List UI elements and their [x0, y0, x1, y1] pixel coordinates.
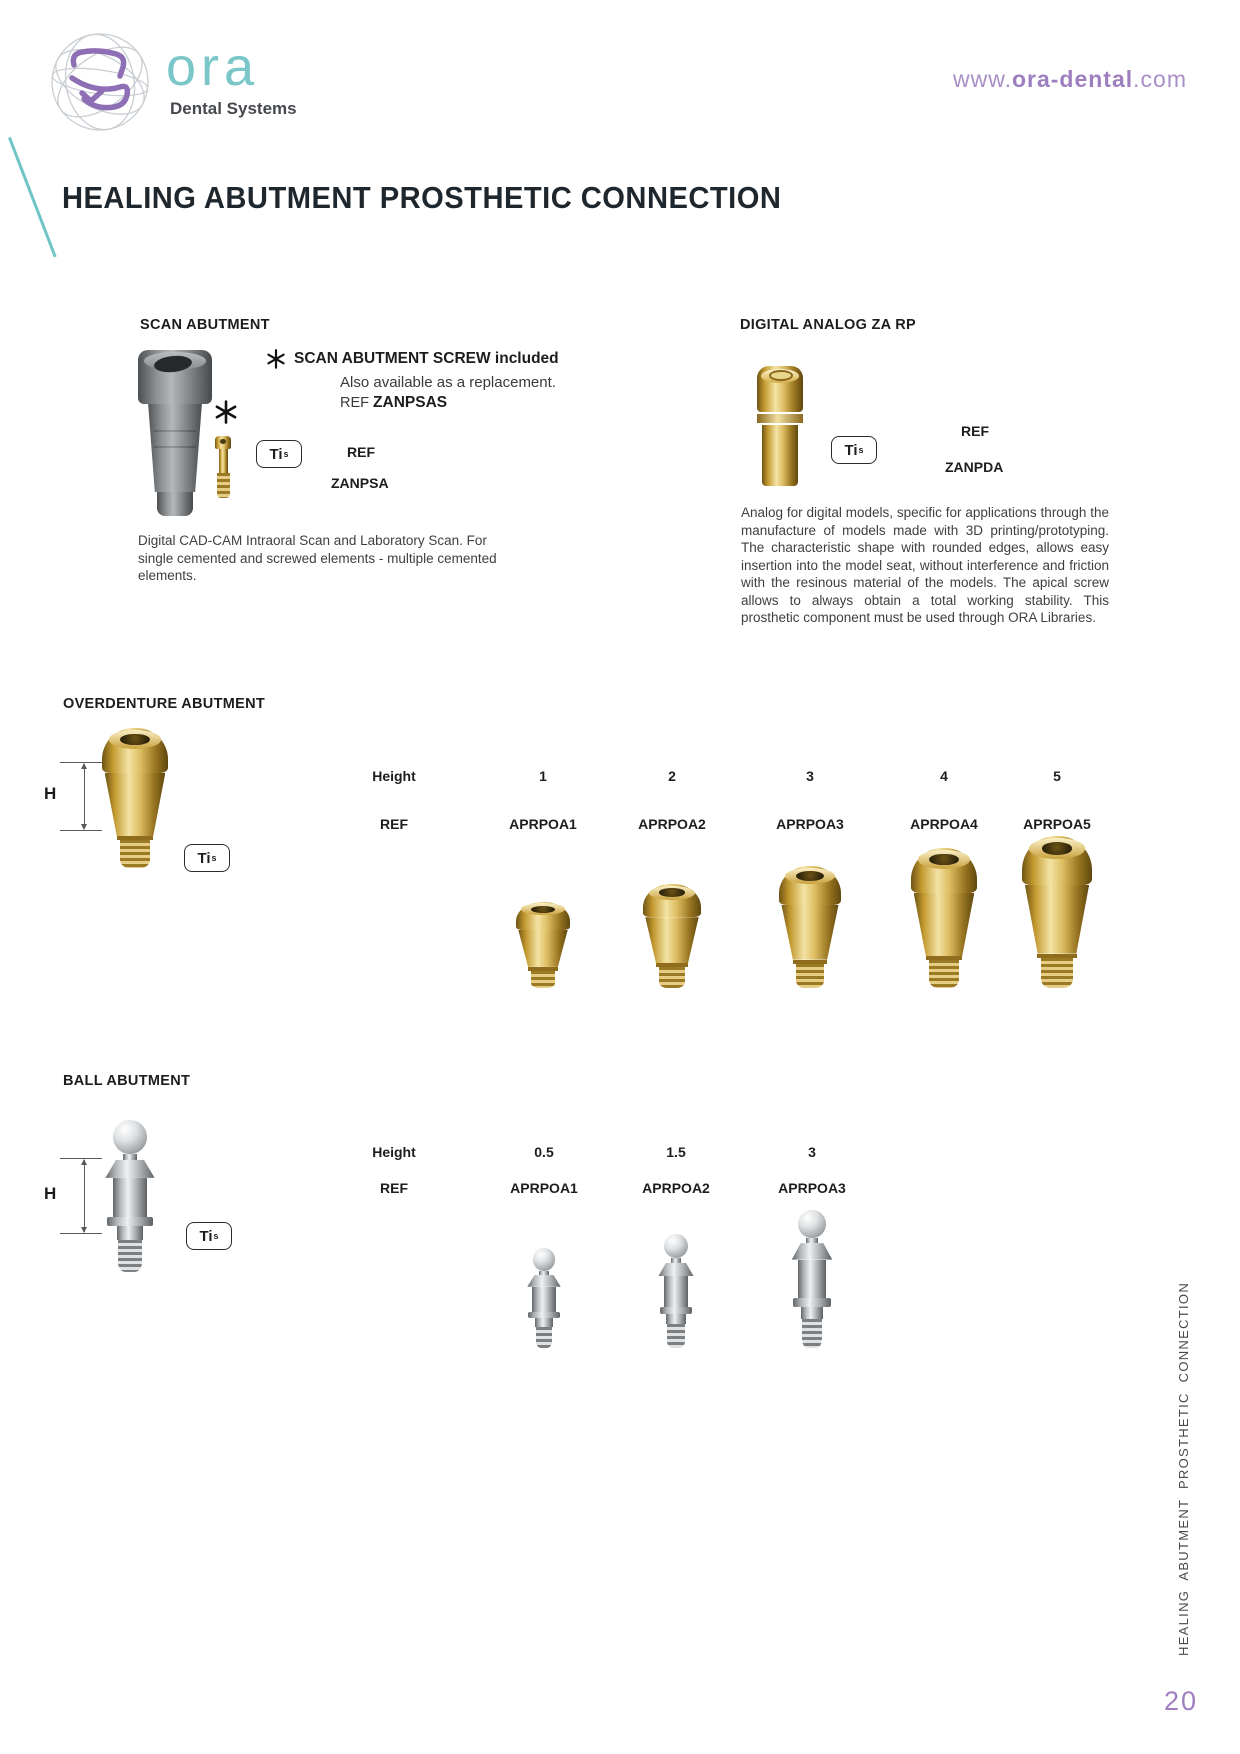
overdenture-ref-value: APRPOA2 — [638, 816, 706, 832]
overdenture-height-value: 5 — [1053, 768, 1061, 784]
ball-height-value: 1.5 — [666, 1144, 686, 1160]
scan-abutment-description: Digital CAD-CAM Intraoral Scan and Laboratory Scan. For single cemented and screwed elements - multiple cemented elements. — [138, 533, 497, 583]
ti-badge-sub: s — [211, 853, 217, 863]
analog-ref-label: REF — [961, 423, 989, 439]
ti-badge-label: Ti — [269, 445, 283, 463]
overdenture-ref-value: APRPOA1 — [509, 816, 577, 832]
overdenture-h-label: H — [44, 784, 57, 803]
digital-analog-description: Analog for digital models, specific for applications through the manufacture of models made with 3D printing/prototyping. The characteristic shape with rounded edges, allows easy insertion into the model seat, without interference and friction with the resinous material of the models. The apical screw allows to always obtain a total working stability. This prosthetic component must be used through ORA Libraries. — [741, 505, 1109, 625]
ti-badge-sub: s — [283, 449, 289, 459]
ball-abutment-reference-image — [102, 1120, 158, 1272]
website-suffix: .com — [1133, 66, 1187, 92]
ball-abutment-image-h05 — [525, 1248, 563, 1348]
ti-badge-label: Ti — [844, 441, 858, 459]
logo-tagline: Dental Systems — [170, 99, 297, 118]
ti-badge-sub: s — [213, 1231, 219, 1241]
ball-ref-value: APRPOA2 — [642, 1180, 710, 1196]
overdenture-height-value: 3 — [806, 768, 814, 784]
overdenture-abutment-image-h4 — [911, 848, 977, 988]
note-ref-label: REF — [340, 395, 369, 411]
ball-abutment-image-h15 — [656, 1234, 696, 1348]
asterisk-icon — [266, 349, 286, 369]
ball-ref-value: APRPOA1 — [510, 1180, 578, 1196]
teal-slash-decoration — [8, 137, 57, 258]
digital-analog-image — [757, 366, 803, 486]
overdenture-abutment-image-h2 — [643, 884, 701, 988]
scan-screw-note-subtitle: Also available as a replacement. — [340, 374, 556, 391]
scan-abutment-heading: SCAN ABUTMENT — [140, 317, 270, 333]
scan-ref-value: ZANPSA — [331, 475, 389, 491]
overdenture-ref-value: APRPOA5 — [1023, 816, 1091, 832]
overdenture-abutment-image-h5 — [1022, 836, 1092, 988]
ti5-badge — [184, 844, 230, 872]
globe-tooth-logo-icon — [48, 30, 152, 134]
overdenture-ref-value: APRPOA3 — [776, 816, 844, 832]
page-title: HEALING ABUTMENT PROSTHETIC CONNECTION — [62, 180, 782, 215]
overdenture-height-value: 1 — [539, 768, 547, 784]
overdenture-height-value: 2 — [668, 768, 676, 784]
overdenture-height-value: 4 — [940, 768, 948, 784]
overdenture-height-label: Height — [372, 768, 416, 784]
ball-ref-label: REF — [380, 1180, 408, 1196]
ball-height-value: 0.5 — [534, 1144, 554, 1160]
overdenture-ref-label: REF — [380, 816, 408, 832]
scan-abutment-image — [138, 350, 212, 516]
ti5-badge — [186, 1222, 232, 1250]
ti-badge-sub: s — [858, 445, 864, 455]
website-prefix: www. — [953, 66, 1012, 92]
ti-badge-label: Ti — [199, 1227, 213, 1245]
ball-abutment-heading: BALL ABUTMENT — [63, 1073, 191, 1089]
note-ref-value: ZANPSAS — [373, 394, 448, 411]
scan-screw-note-ref — [340, 394, 447, 412]
page-number: 20 — [1164, 1686, 1199, 1716]
ball-height-label: Height — [372, 1144, 416, 1160]
scan-screw-note-title: SCAN ABUTMENT SCREW included — [294, 350, 559, 367]
digital-analog-heading: DIGITAL ANALOG ZA RP — [740, 317, 916, 333]
ball-height-value: 3 — [808, 1144, 816, 1160]
overdenture-ref-value: APRPOA4 — [910, 816, 978, 832]
ti5-badge — [256, 440, 302, 468]
overdenture-abutment-image-h1 — [516, 902, 570, 988]
ball-h-label: H — [44, 1184, 57, 1203]
overdenture-abutment-image-h3 — [779, 866, 841, 988]
ball-ref-value: APRPOA3 — [778, 1180, 846, 1196]
overdenture-heading: OVERDENTURE ABUTMENT — [63, 696, 266, 712]
ti-badge-label: Ti — [197, 849, 211, 867]
sidebar-vertical-title: HEALING ABUTMENT PROSTHETIC CONNECTION — [1176, 1281, 1191, 1656]
asterisk-icon — [214, 400, 238, 424]
website-bold: ora-dental — [1011, 66, 1134, 92]
scan-ref-label: REF — [347, 444, 375, 460]
logo-brand-text: ora — [166, 37, 260, 97]
ball-abutment-image-h3 — [789, 1210, 835, 1348]
overdenture-abutment-reference-image — [102, 728, 168, 868]
scan-screw-image — [212, 436, 234, 498]
ti5-badge — [831, 436, 877, 464]
analog-ref-value: ZANPDA — [945, 459, 1004, 475]
website-link[interactable] — [953, 66, 1187, 93]
